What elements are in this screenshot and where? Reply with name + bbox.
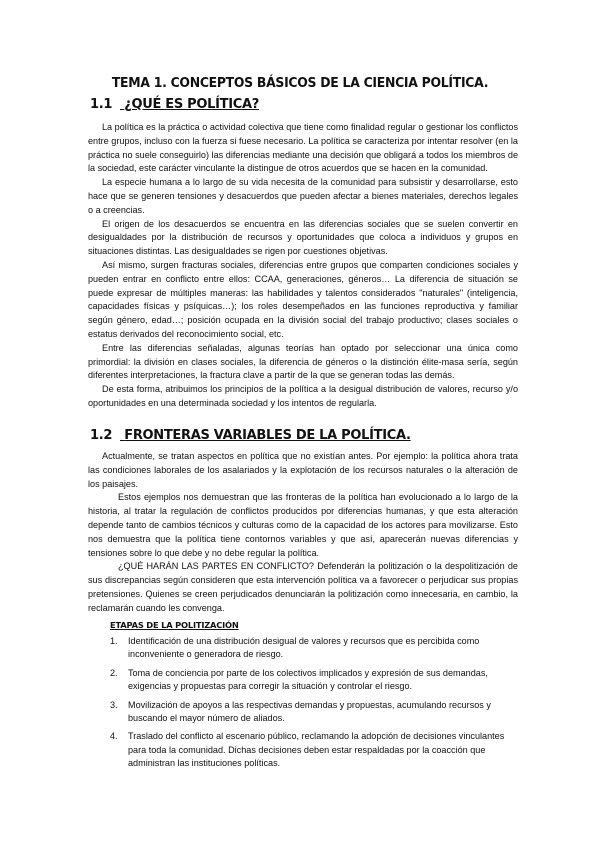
list-item bbox=[110, 730, 520, 770]
section-title: ¿QUÉ ES POLÍTICA? bbox=[124, 97, 260, 112]
stages-heading: ETAPAS DE LA POLITIZACIÓN bbox=[110, 620, 239, 630]
paragraph: La política es la práctica o actividad colectiva que tiene como finalidad regular o gestionar los conflictos entre grupos, incluso con la fuerza si fuese necesario. La política se caracteriza por intentar resolver (en la práctica no suele conseguirlo) las diferencias mediante una decisión que obligará a todos los miembros de la sociedad, este carácter vinculante la distingue de otros acuerdos que se hacen en la comunidad. bbox=[88, 122, 518, 174]
paragraph: La especie humana a lo largo de su vida necesita de la comunidad para subsistir y desarrollarse, esto hace que se generen tensiones y desacuerdos que pueden afectar a bienes materiales, derechos legales o a creencias. bbox=[88, 177, 518, 215]
section-heading-1-1 bbox=[90, 97, 259, 112]
paragraph: Así mismo, surgen fracturas sociales, diferencias entre grupos que comparten condiciones sociales y pueden entrar en conflicto entre ellos: CCAA, generaciones, géneros… La diferencia de situación se puede expresar de múltiples maneras: las habilidades y talentos considerados "naturales" (inteligencia, capacidades físicas y psíquicas…); los roles desempeñados en las funciones reproductiva y familiar según género, edad…; posición ocupada en la división social del trabajo productivo; clases sociales o estatus derivados del reconocimiento social, etc. bbox=[88, 259, 518, 339]
section-1-2-body bbox=[88, 450, 518, 616]
list-item-number: 1. bbox=[110, 636, 118, 646]
list-item-number: 3. bbox=[110, 699, 118, 710]
list-item-text: Identificación de una distribución desigual de valores y recursos que es percibida como inconveniente o generadora de riesgo. bbox=[128, 636, 480, 660]
document-title: TEMA 1. CONCEPTOS BÁSICOS DE LA CIENCIA POLÍTICA. bbox=[111, 75, 489, 91]
paragraph: De esta forma, atribuimos los principios de la política a la desigual distribución de valores, recurso y/o oportunidades en una determinada sociedad y los intentos de regularla. bbox=[88, 384, 518, 408]
list-item bbox=[110, 635, 520, 662]
list-item-text: Movilización de apoyos a las respectivas demandas y propuestas, acumulando recursos y buscando el mayor número de aliados. bbox=[128, 699, 491, 724]
paragraph: ¿QUÉ HARÁN LAS PARTES EN CONFLICTO? Defenderán la politización o la despolitización de sus discrepancias según consideren que esta intervención política va a favorecer o perjudicar sus propias pretensiones. Quienes se creen perjudicados denunciarán la politización como innecesaria, en cambio, la reclamarán cuando les convenga. bbox=[88, 561, 518, 613]
list-item bbox=[110, 667, 520, 694]
section-title: FRONTERAS VARIABLES DE LA POLÍTICA. bbox=[124, 428, 411, 443]
stages-list bbox=[110, 635, 520, 776]
section-number: 1.2 bbox=[90, 428, 113, 443]
list-item-text: Toma de conciencia por parte de los colectivos implicados y expresión de sus demandas, exigencias y propuestas para corregir la situación y controlar el riesgo. bbox=[128, 667, 488, 692]
list-item-number: 2. bbox=[110, 667, 118, 678]
section-1-1-body bbox=[88, 121, 518, 411]
list-item bbox=[110, 699, 520, 726]
paragraph: El origen de los desacuerdos se encuentra en las diferencias sociales que se suelen convertir en desigualdades por la distribución de recursos y oportunidades que coloca a individuos y grupos en situaciones distintas. Las desigualdades se rigen por cuestiones objetivas. bbox=[88, 218, 518, 257]
paragraph: Actualmente, se tratan aspectos en política que no existían antes. Por ejemplo: la política ahora trata las condiciones laborales de los asalariados y la explotación de los recursos naturales o la alteración de los paisajes. bbox=[88, 451, 518, 489]
section-number: 1.1 bbox=[90, 97, 113, 112]
section-heading-1-2 bbox=[90, 428, 411, 443]
list-item-number: 4. bbox=[110, 731, 118, 742]
paragraph: Estos ejemplos nos demuestran que las fronteras de la política han evolucionado a lo largo de la historia, al tratar la regulación de conflictos producidos por diferencias humanas, y que esta alteración depende tanto de cambios técnicos y culturas como de la capacidad de los actores para movilizarse. Esto nos demuestra que la política tiene contornos variables y que así, aparecerán nuevas diferencias y tensiones sobre lo que debe y no debe regular la política. bbox=[88, 492, 518, 558]
paragraph: Entre las diferencias señaladas, algunas teorías han optado por seleccionar una única como primordial: la división en clases sociales, la diferencia de géneros o la distinción élite-masa sería, según diferentes interpretaciones, la fractura clave a partir de la que se generan todas las demás. bbox=[88, 342, 518, 381]
list-item-text: Traslado del conflicto al escenario público, reclamando la adopción de decisiones vinculantes para toda la comunidad. Dichas decisiones deben estar respaldadas por la coacción que administran las instituciones políticas. bbox=[128, 731, 505, 769]
